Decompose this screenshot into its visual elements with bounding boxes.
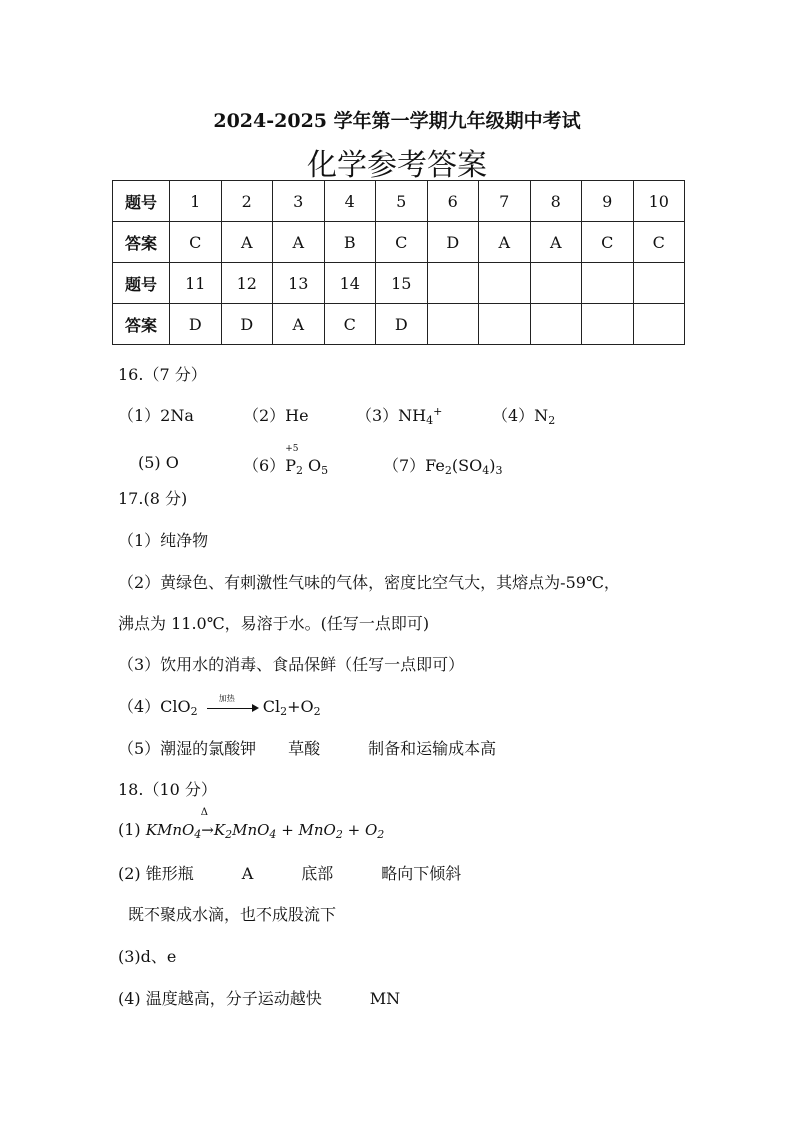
table-cell: A: [479, 222, 531, 263]
row-label: 答案: [113, 304, 170, 345]
table-cell: D: [170, 304, 222, 345]
q18-answer-2: (2) 锥形瓶 A 底部 略向下倾斜: [118, 864, 462, 883]
answer-table: [112, 180, 685, 345]
table-cell: 11: [170, 263, 222, 304]
table-cell: A: [273, 222, 325, 263]
table-cell: [530, 263, 582, 304]
reaction-arrow-icon: 加热: [207, 703, 259, 713]
q16-answer-3: $(3)NH_4^+$: [356, 405, 443, 427]
table-cell: [427, 304, 479, 345]
q18-answer-4: (4) 温度越高，分子运动越快 MN: [118, 989, 401, 1008]
table-cell: 13: [273, 263, 325, 304]
q17-answer-2-line2: 沸点为 11.0℃，易溶于水。(任写一点即可): [118, 614, 430, 633]
table-cell: A: [530, 222, 582, 263]
table-cell: D: [427, 222, 479, 263]
table-cell: C: [170, 222, 222, 263]
q17-heading: 17.(8 分): [118, 489, 188, 508]
q17-answer-2-line1: （2）黄绿色、有刺激性气味的气体，密度比空气大，其熔点为-59℃，: [118, 573, 620, 592]
table-row: [113, 263, 685, 304]
q18-answer-2-continued: 既不聚成水滴，也不成股流下: [128, 905, 337, 924]
q17-answer-3: （3）饮用水的消毒、食品保鲜（任写一点即可）: [118, 655, 465, 674]
table-cell: 2: [221, 181, 273, 222]
table-cell: C: [324, 304, 376, 345]
table-cell: 6: [427, 181, 479, 222]
table-cell: [633, 263, 685, 304]
table-cell: [530, 304, 582, 345]
q16-answer-1: （1）2Na: [118, 406, 194, 425]
table-cell: C: [582, 222, 634, 263]
table-cell: 14: [324, 263, 376, 304]
table-cell: D: [221, 304, 273, 345]
table-cell: C: [376, 222, 428, 263]
q16-answer-7: $(7)Fe_2(SO_4)_3$: [383, 456, 503, 477]
table-cell: [582, 304, 634, 345]
table-cell: D: [376, 304, 428, 345]
q18-heading: 18.（10 分）: [118, 780, 217, 799]
table-row: [113, 222, 685, 263]
table-cell: 12: [221, 263, 273, 304]
q17-answer-4: （4）ClO$_2$ 加热 $Cl_2+O_2$: [118, 693, 321, 718]
table-cell: 1: [170, 181, 222, 222]
q17-answer-1: （1）纯净物: [118, 531, 209, 550]
table-cell: 15: [376, 263, 428, 304]
table-cell: A: [273, 304, 325, 345]
q16-heading: 16.（7 分）: [118, 365, 207, 384]
table-cell: 5: [376, 181, 428, 222]
table-cell: C: [633, 222, 685, 263]
table-row: [113, 181, 685, 222]
row-label: 题号: [113, 263, 170, 304]
table-cell: [479, 304, 531, 345]
table-cell: 8: [530, 181, 582, 222]
page-subtitle: 化学参考答案: [307, 148, 487, 183]
table-cell: 9: [582, 181, 634, 222]
q16-answer-2: （2）He: [243, 406, 309, 425]
table-cell: [582, 263, 634, 304]
row-label: 答案: [113, 222, 170, 263]
table-row: [113, 304, 685, 345]
q17-answer-5: （5）潮湿的氯酸钾 草酸 制备和运输成本高: [118, 739, 497, 758]
table-cell: 4: [324, 181, 376, 222]
table-cell: [427, 263, 479, 304]
q18-answer-1: (1) Δ $KMnO_4\to K_2MnO_4 + MnO_2 + O_2$: [118, 807, 385, 841]
table-cell: [479, 263, 531, 304]
exam-title: 2024-2025 学年第一学期九年级期中考试: [213, 110, 581, 132]
q16-answer-4: $(4)N_2$: [492, 406, 556, 427]
q16-answer-5: (5) O: [138, 453, 179, 472]
table-cell: B: [324, 222, 376, 263]
q18-answer-3: (3)d、e: [118, 947, 177, 966]
table-cell: A: [221, 222, 273, 263]
q16-answer-6: （6） +5 $P_2$ $O_5$: [243, 444, 329, 477]
table-cell: 10: [633, 181, 685, 222]
table-cell: 7: [479, 181, 531, 222]
row-label: 题号: [113, 181, 170, 222]
table-cell: 3: [273, 181, 325, 222]
table-cell: [633, 304, 685, 345]
